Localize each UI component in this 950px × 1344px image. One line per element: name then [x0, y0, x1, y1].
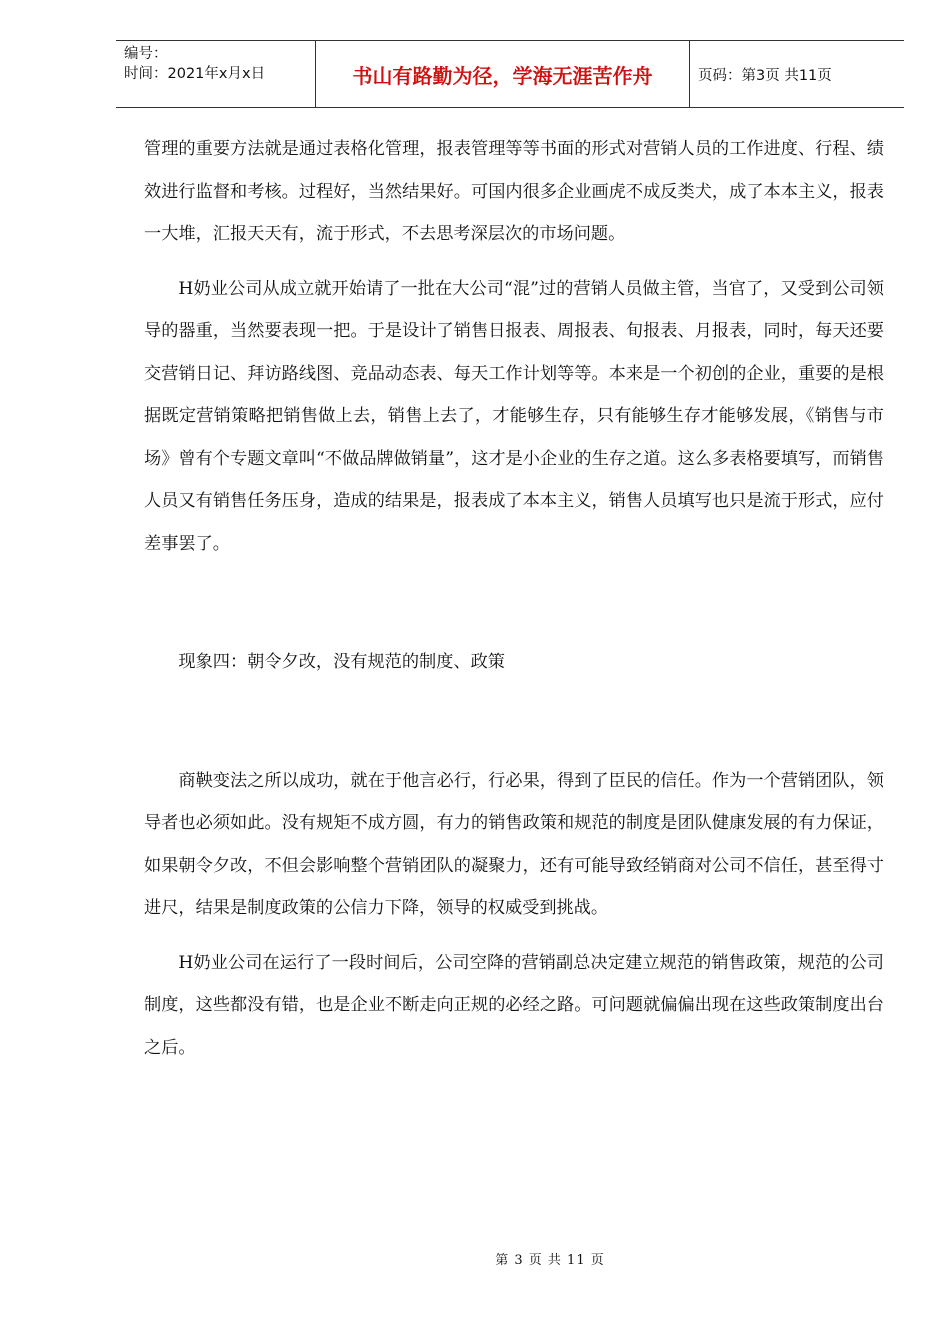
document-body — [144, 128, 884, 1069]
paragraph-1: 管理的重要方法就是通过表格化管理，报表管理等等书面的形式对营销人员的工作进度、行程、绩效进行监督和考核。过程好，当然结果好。可国内很多企业画虎不成反类犬，成了本本主义，报表一大堆，汇报天天有，流于形式，不去思考深层次的市场问题。 — [144, 139, 884, 244]
header-page-label: 页码：第3页 共11页 — [698, 67, 832, 84]
date-label: 时间：2021年x月x日 — [124, 66, 266, 82]
paragraph-4: H奶业公司在运行了一段时间后，公司空降的营销副总决定建立规范的销售政策，规范的公司制度，这些都没有错，也是企业不断走向正规的必经之路。可问题就偏偏出现在这些政策制度出台之后。 — [144, 952, 884, 1058]
page-footer: 第 3 页 共 11 页 — [495, 1253, 605, 1268]
number-label: 编号： — [124, 46, 168, 62]
header-meta — [116, 41, 316, 107]
header-motto: 书山有路勤为径，学海无涯苦作舟 — [316, 41, 690, 107]
document-header — [116, 40, 904, 108]
section-heading: 现象四：朝令夕改，没有规范的制度、政策 — [178, 652, 505, 672]
paragraph-2: H奶业公司从成立就开始请了一批在大公司“混”过的营销人员做主管，当官了，又受到公司领导的器重，当然要表现一把。于是设计了销售日报表、周报表、旬报表、月报表，同时，每天还要交营销日记、拜访路线图、竞品动态表、每天工作计划等等。本来是一个初创的企业，重要的是根据既定营销策略把销售做上去，销售上去了，才能够生存，只有能够生存才能够发展，《销售与市场》曾有个专题文章叫“不做品牌做销量”，这才是小企业的生存之道。这么多表格要填写，而销售人员又有销售任务压身，造成的结果是，报表成了本本主义，销售人员填写也只是流于形式，应付差事罢了。 — [144, 278, 884, 554]
paragraph-3: 商鞅变法之所以成功，就在于他言必行，行必果，得到了臣民的信任。作为一个营销团队，领导者也必须如此。没有规矩不成方圆，有力的销售政策和规范的制度是团队健康发展的有力保证，如果朝令夕改，不但会影响整个营销团队的凝聚力，还有可能导致经销商对公司不信任，甚至得寸进尺，结果是制度政策的公信力下降，领导的权威受到挑战。 — [144, 770, 884, 918]
